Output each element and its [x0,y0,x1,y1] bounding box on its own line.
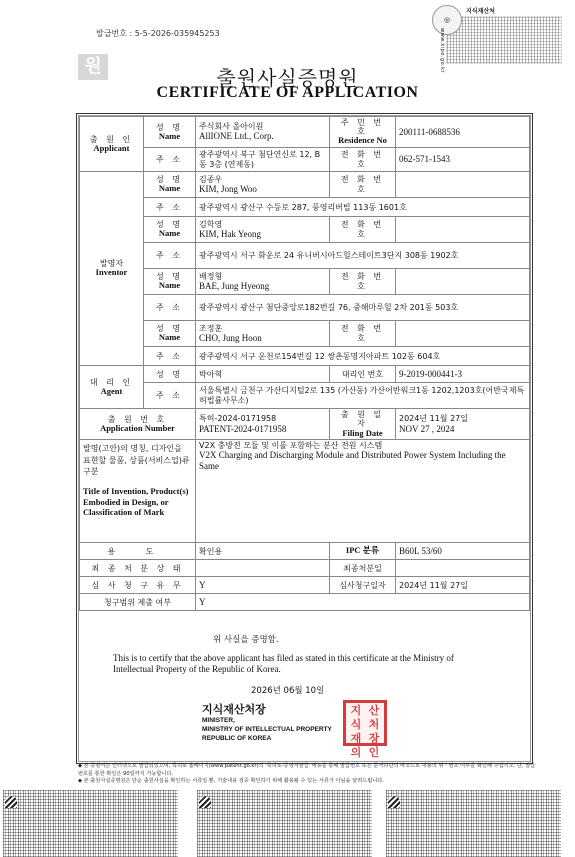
inventor-address-label: 주 소 [144,295,196,321]
inventor-address-label: 주 소 [144,347,196,366]
final-date-label: 최종처분일 [330,560,396,577]
inventor-address: 광주광역시 광산구 수등로 287, 풍영리버빌 113동 1601호 [196,198,530,217]
application-number: 특허-2024-0171958 PATENT-2024-0171958 [196,409,330,440]
applicant-address: 광주광역시 북구 첨단연신로 12, B동 3층 (연제동) [196,148,330,172]
title-korean: 출원사실증명원 [216,66,359,90]
issuer-korean: 지식재산처장 [202,703,266,716]
issue-date: 2026년 06월 10일 [251,686,325,696]
ipc-label: IPC 분류 [330,543,396,560]
agent-address-label: 주 소 [144,383,196,409]
title-of-invention-label: 발명(고안)의 명칭, 디자인을 표현할 물품, 상품(서비스업)류 구분 Title of Invention, Product(s) Embodied in Design, or Classification of Mark [80,440,196,543]
applicant-label: 출 원 인 Applicant [80,117,144,172]
inventor-address: 광주광역시 서구 화운로 24 유니버시아드힐스테이트3단지 308동 1902호 [196,243,530,269]
top-qr-code [446,16,562,64]
applicant-address-label: 주 소 [144,148,196,172]
agency-logo-label: 지식재산처 [466,8,495,15]
inventor-address: 광주광역시 광산구 첨단중앙로182번길 76, 중해마루힐 2차 201동 503호 [196,295,530,321]
exam-request-label: 심 사 청 구 유 무 [80,577,196,594]
applicant-phone-label: 전 화 번 호 [330,148,396,172]
inventor-address-label: 주 소 [144,198,196,217]
title-of-invention: V2X 충방전 모듈 및 이를 포함하는 분산 전원 시스템 V2X Charging and Discharging Module and Distributed Power System Including the Same [196,440,530,543]
agent-name-label: 성 명 [144,366,196,383]
inventor-name-label: 성 명 Name [144,172,196,198]
title-english: CERTIFICATE OF APPLICATION [156,84,419,101]
inventor-address: 광주광역시 서구 운천로154번길 12 쌍촌동명지아파트 102동 604호 [196,347,530,366]
inventor-address-label: 주 소 [144,243,196,269]
exam-date-value: 2024년 11월 27일 [396,577,530,594]
agent-label: 대 리 인 Agent [80,366,144,409]
footer-note: ◆ 본 출원사실증명원은 단순 출원사실을 확인하는 서류일 뿐, 기술내용 검증 확인하기 위해 활용될 수 있는 서류가 아님을 알려드립니다. [78,778,384,785]
agent-no-label: 대리인 번호 [330,366,396,383]
official-seal-icon: 지 산 식 처 재 장 의 인 [343,700,387,746]
inventor-label: 발명자 Inventor [80,172,144,366]
inventor-name: 김학영 KIM, Hak Yeong [196,217,330,243]
application-number-label: 출 원 번 호 Application Number [80,409,196,440]
inventor-phone-label: 전 화 번 호 [330,217,396,243]
inventor-phone [396,172,530,198]
applicant-name-label: 성 명 Name [144,117,196,148]
purpose-label: 용 도 [80,543,196,560]
exam-request-value: Y [196,577,330,594]
certificate-table [79,116,530,611]
inventor-name-label: 성 명 Name [144,217,196,243]
issuer-english: MINISTER, MINISTRY OF INTELLECTUAL PROPERTY REPUBLIC OF KOREA [202,717,332,742]
footer-note: ◆ 본 증명서는 인터넷으로 발급되었으며, 특허로 홈페이지(www.patent.go.kr)의 '특허로-증명서발급' 메뉴를 통해 발급번호 또는 문서하단의 바코드로 내용의 위ㆍ변조 여부를 확인해 주십시오. 단, 발급번호를 통한 확인은 90일까지 가능합니다. [78,763,536,777]
final-status-label: 최 종 처 분 상 태 [80,560,196,577]
inventor-phone [396,321,530,347]
barcode-1 [3,790,178,857]
filing-date: 2024년 11월 27일 NOV 27 , 2024 [396,409,530,440]
applicant-name: 주식회사 올아이원 AllIONE Ltd., Corp. [196,117,330,148]
ipc-value: B60L 53/60 [396,543,530,560]
applicant-phone: 062-571-1543 [396,148,530,172]
residence-no: 200111-0688536 [396,117,530,148]
claims-submitted-value: Y [196,594,530,611]
agent-no: 9-2019-000441-3 [396,366,530,383]
residence-no-label: 주 민 번 호 Residence No [330,117,396,148]
agency-logo-icon: ◎ [432,5,462,35]
inventor-name: 김종우 KIM, Jong Woo [196,172,330,198]
vertical-url-text: www.kipo.go.kr [439,28,445,74]
inventor-phone [396,217,530,243]
inventor-name: 배정형 BAE, Jung Hyeong [196,269,330,295]
barcode-marker-icon [199,796,211,808]
inventor-phone-label: 전 화 번 호 [330,172,396,198]
inventor-name-label: 성 명 Name [144,321,196,347]
final-date-value [396,560,530,577]
issue-number: 발급번호 : 5-5-2026-035945253 [96,29,220,38]
barcode-marker-icon [388,796,400,808]
inventor-phone-label: 전 화 번 호 [330,321,396,347]
claims-submitted-label: 청구범위 제출 여부 [80,594,196,611]
inventor-name: 조정훈 CHO, Jung Hoon [196,321,330,347]
final-status-value [196,560,330,577]
agent-address: 서울특별시 금천구 가산디지털2로 135 (가산동) 가산어반워크1동 1202,1203호(어반국제특허법률사무소) [196,383,530,409]
barcode-marker-icon [5,796,17,808]
filing-date-label: 출 원 일 자 Filing Date [330,409,396,440]
exam-date-label: 심사청구일자 [330,577,396,594]
inventor-phone-label: 전 화 번 호 [330,269,396,295]
agent-name: 박아혁 [196,366,330,383]
barcode-2 [197,790,372,857]
inventor-phone [396,269,530,295]
original-stamp: 원본 [78,54,108,80]
purpose-value: 확인용 [196,543,330,560]
certify-statement-ko: 위 사실을 증명함. [213,635,279,645]
certify-statement-en: This is to certify that the above applicant has filed as stated in this certificate at the Ministry of Intellectual Property of the Republic of Korea. [113,653,454,674]
footer-notes [78,763,538,786]
barcode-3 [386,790,561,857]
inventor-name-label: 성 명 Name [144,269,196,295]
